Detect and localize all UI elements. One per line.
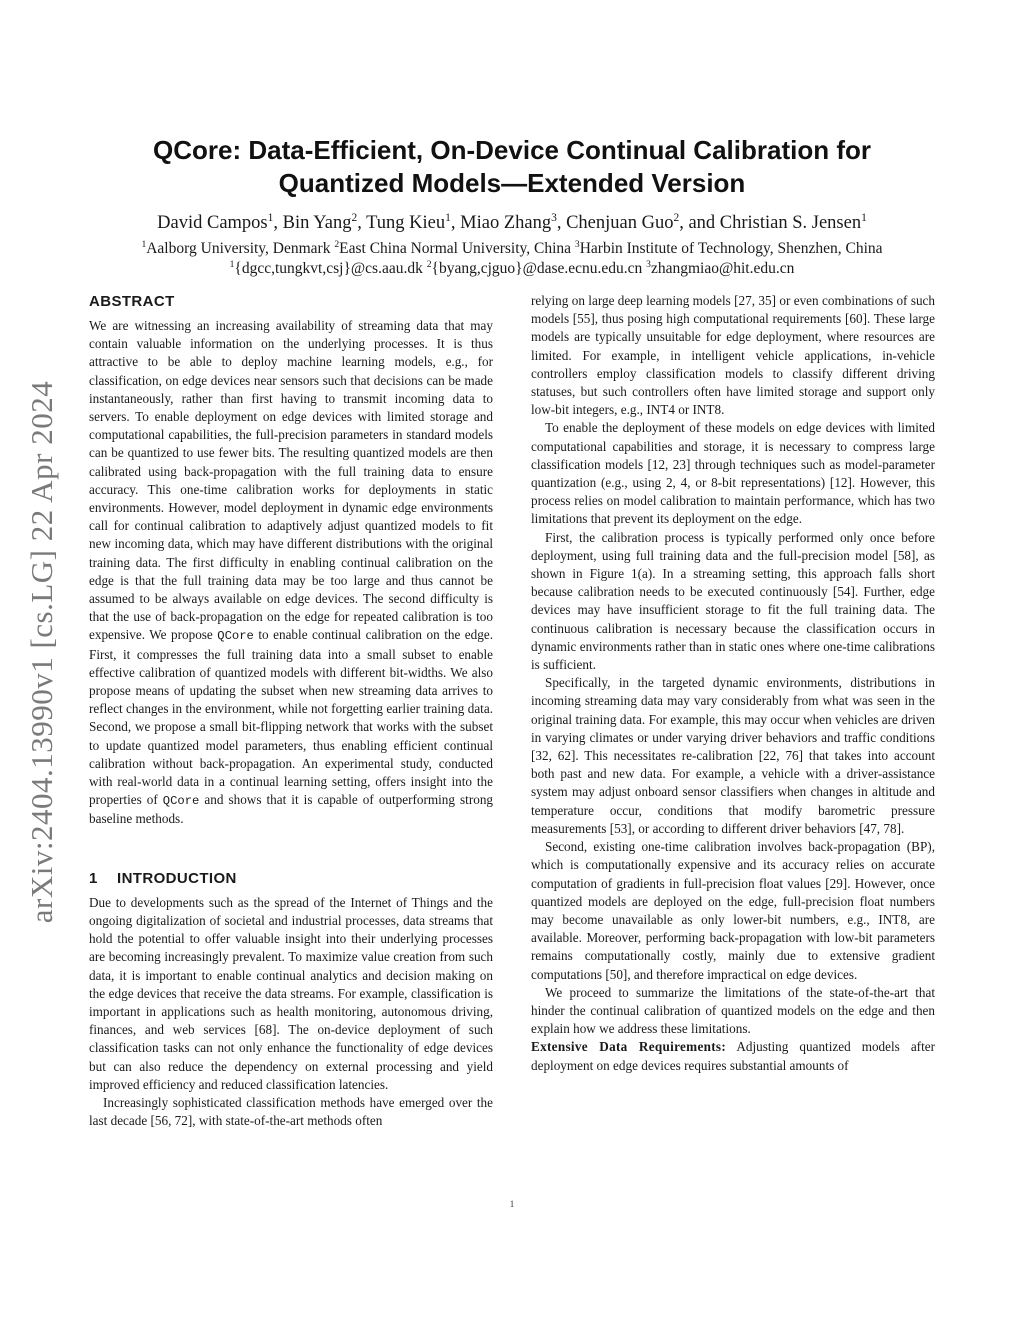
- intro-heading: 1 INTRODUCTION: [89, 869, 237, 887]
- paragraph-lead: Extensive Data Requirements:: [531, 1039, 727, 1055]
- left-column: [89, 292, 493, 1130]
- affiliations: $^1$Aalborg University, Denmark $^2$East China Normal University, China $^3$Harbin Institute of Technology, Shenzhen, China: [141, 238, 883, 257]
- arxiv-identifier-text: arXiv:2404.13990v1 [cs.LG] 22 Apr 2024: [24, 380, 59, 924]
- body-paragraph: To enable the deployment of these models on edge devices with limited computational capabilities and storage, it is necessary to compress large classification models [12, 23] through techniques such as model-parameter quantization (e.g., using 2, 4, or 8-bit representations) [12]. However, this process relies on model calibration to maintain performance, which has two limitations that prevent its deployment on the edge.: [531, 420, 935, 527]
- body-paragraph: We proceed to summarize the limitations of the state-of-the-art that hinder the continual calibration of quantized models on the edge and then explain how we address these limitations.: [531, 984, 935, 1037]
- title-line-1: QCore: Data-Efficient, On-Device Continual Calibration for: [153, 135, 871, 165]
- author: Miao Zhang$^3$,: [460, 211, 567, 233]
- body-paragraph: relying on large deep learning models [27, 35] or even combinations of such models [55], thus posing high computational requirements [60]. These large models are typically unsuitable for edge deployment, where resources are limited. For example, in intelligent vehicle applications, in-vehicle controllers employ classification models to classify different driving statuses, but such controllers often have limited storage and support only low-bit integers, e.g., INT4 or INT8.: [531, 293, 935, 418]
- body-paragraph: First, the calibration process is typically performed only once before deployment, using full training data and the full-precision model [58], as shown in Figure 1(a). In a streaming setting, this approach falls short because calibration needs to be executed continuously [54]. Further, edge devices may have insufficient storage to fit the full training data. The continuous calibration is necessary because the classification occurs in dynamic environments rather than in static ones where one-time calibrations is sufficient.: [531, 529, 935, 673]
- abstract-heading: ABSTRACT: [89, 293, 175, 310]
- paper-title: [90, 134, 934, 200]
- author-list: [90, 211, 934, 235]
- author: David Campos$^1$,: [157, 211, 283, 233]
- author: Bin Yang$^2$,: [282, 211, 367, 233]
- intro-paragraph: Due to developments such as the spread of the Internet of Things and the ongoing digitalization of societal and industrial processes, data streams that hold the potential to offer valuable insight into their underlying processes are becoming increasingly prevalent. To maximize value creation from such data, it is important to enable continual analytics and decision making on the edge devices that receive the data streams. For example, classification is important in applications such as health monitoring, autonomous driving, finances, and web services [68]. The on-device deployment of such classification tasks can not only enhance the functionality of edge devices but can also reduce the dependency on external processing and yield improved efficiency and reduced classification latencies.: [89, 894, 493, 1092]
- method-name: QCore: [217, 629, 254, 644]
- arxiv-identifier: [22, 352, 62, 952]
- method-name: QCore: [162, 794, 200, 809]
- author: Chenjuan Guo$^2$, and: [566, 211, 720, 233]
- body-paragraph: Specifically, in the targeted dynamic environments, distributions in incoming streaming data may vary considerably from what was seen in the original training data. For example, this may occur when vehicles are driven in varying climates or under varying driver behaviors and traffic conditions [32, 62]. This necessitates re-calibration [22, 76] that takes into account both past and new data. For example, a vehicle with a driver-assistance system may adjust onboard sensor classifiers when changes in altitude and temperature occur, conditions that modify barometric pressure measurements [53], or according to different driver behaviors [47, 78].: [531, 675, 935, 836]
- body-paragraph: Second, existing one-time calibration involves back-propagation (BP), which is computationally expensive and its accuracy relies on accurate computation of gradients in full-precision float values [29]. However, once quantized models are deployed on the edge, full-precision float numbers may become unavailable as only lower-bit numbers, e.g., INT8, are available. Moreover, performing back-propagation with low-bit parameters remains computationally costly, mainly due to extensive gradient computations [50], and therefore impractical on edge devices.: [531, 839, 935, 982]
- abstract-text: We are witnessing an increasing availability of streaming data that may contain valuable information on the underlying processes. It is thus attractive to be able to deploy machine learning models, e.g., for classification, on edge devices near sensors such that decisions can be made instantaneously, rather than first having to transmit incoming data to servers. To enable deployment on edge devices with limited storage and computational capabilities, the full-precision parameters in standard models can be quantized to use fewer bits. The resulting quantized models are then calibrated using back-propagation with the full training data to ensure accuracy. This one-time calibration works for deployments in static environments. However, model deployment in dynamic edge environments call for continual calibration to adaptively adjust quantized models to fit new incoming data, which may have different distributions with the original training data. The first difficulty in enabling continual calibration on the edge is that the full training data may be too large and thus cannot be assumed to be always available on edge devices. The second difficulty is that the use of back-propagation on the edge for repeated calibration is too expensive. We propose QCore to enable continual calibration on the edge. First, it compresses the full training data into a small subset to enable effective calibration of quantized models with different bit-widths. We also propose means of updating the subset when new streaming data arrives to reflect changes in the environment, while not forgetting earlier training data. Second, we propose a small bit-flipping network that works with the subset to update quantized model parameters, thus enabling efficient continual calibration without back-propagation. An experimental study, conducted with real-world data in a continual learning setting, offers insight into the properties of QCore and shows that it is capable of outperforming strong baseline methods.: [89, 318, 494, 827]
- body-paragraph: Extensive Data Requirements: Adjusting quantized models after deployment on edge devices requires substantial amounts of: [531, 1039, 935, 1073]
- author: Tung Kieu$^1$,: [366, 211, 461, 233]
- intro-paragraph: Increasingly sophisticated classification methods have emerged over the last decade [56, 72], with state-of-the-art methods often: [89, 1094, 493, 1129]
- page-number: 1: [509, 1199, 515, 1209]
- author-emails: $^1${dgcc,tungkvt,csj}@cs.aau.dk $^2${byang,cjguo}@dase.ecnu.edu.cn $^3$zhangmiao@hit.edu.cn: [229, 258, 795, 277]
- right-column: [531, 292, 935, 1075]
- author: Christian S. Jensen$^1$: [719, 211, 867, 233]
- title-line-2: Quantized Models—Extended Version: [278, 168, 746, 198]
